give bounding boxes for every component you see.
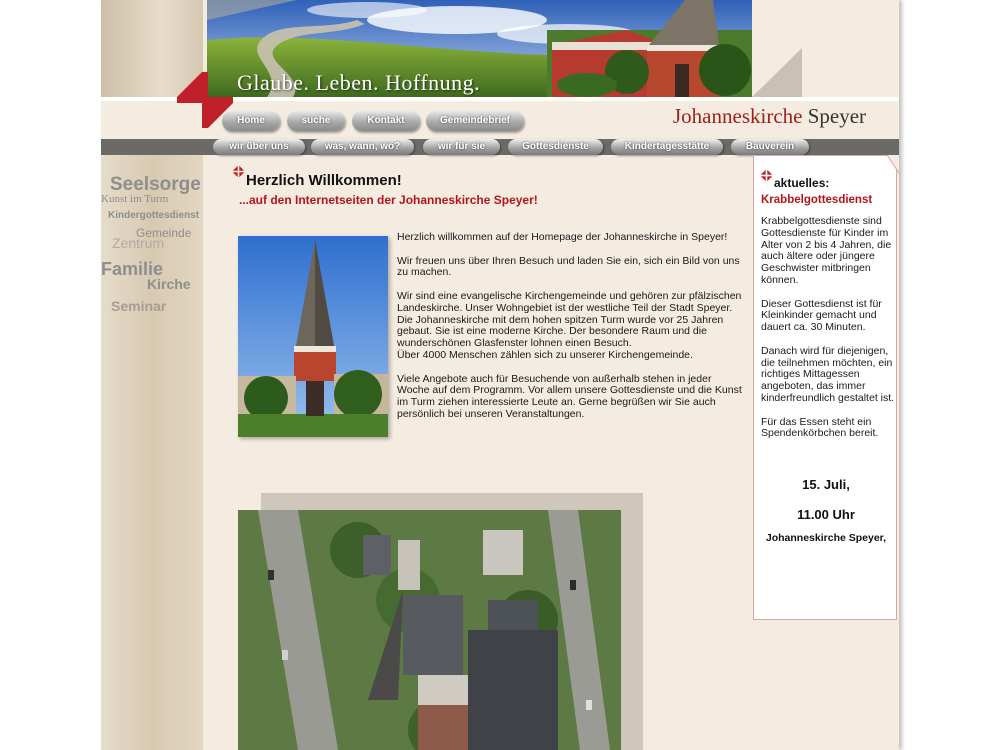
news-paragraph: Für das Essen steht ein Spendenkörbchen bereit. <box>761 415 879 440</box>
side-menu-familie[interactable]: Familie <box>101 259 164 279</box>
news-text <box>761 216 897 452</box>
header-banner-image <box>207 0 752 97</box>
news-box <box>753 155 897 620</box>
red-cross-bullet-icon <box>760 169 773 182</box>
nav-building-association-button[interactable]: Bauverein <box>731 139 809 155</box>
intro-paragraph: Wir freuen uns über Ihren Besuch und laden Sie ein, sich ein Bild von uns zu machen. <box>397 254 740 279</box>
nav-daycare-button[interactable]: Kindertagesstätte <box>611 139 723 155</box>
intro-paragraph: Herzlich willkommen auf der Homepage der Johanneskirche in Speyer! <box>397 231 728 243</box>
nav-events-button[interactable]: was, wann, wo? <box>311 139 414 155</box>
left-side-menu <box>101 155 203 750</box>
intro-paragraph: Über 4000 Menschen zählen sich zu unserer Kirchengemeinde. <box>397 348 693 361</box>
nav-newsletter-button[interactable]: Gemeindebrief <box>426 111 524 131</box>
nav-about-us-button[interactable]: wir über uns <box>213 139 305 155</box>
nav-search-button[interactable]: suche <box>287 111 345 131</box>
intro-paragraph: Wir sind eine evangelische Kirchengemeinde und gehören zur pfälzischen Landeskirche. Unser Wohngebiet ist der westliche Teil der Stadt Speyer. <box>397 289 742 314</box>
side-menu-kindergottesdienst[interactable]: Kindergottesdienst <box>108 210 200 221</box>
site-name-part2: Speyer <box>802 104 867 128</box>
welcome-subtitle: ...auf den Internetseiten der Johanneskirche Speyer! <box>239 193 538 207</box>
nav-contact-button[interactable]: Kontakt <box>352 111 420 131</box>
nav-home-button[interactable]: Home <box>222 111 280 131</box>
site-name <box>673 104 866 129</box>
news-subtitle: Krabbelgottesdienst <box>761 194 873 206</box>
site-name-part1: Johanneskirche <box>673 104 803 128</box>
nav-services-button[interactable]: wir für sie <box>423 139 500 155</box>
red-cross-bullet-icon <box>232 165 245 178</box>
intro-text <box>397 232 743 433</box>
side-menu-kirche[interactable]: Kirche <box>147 276 191 292</box>
nav-worship-button[interactable]: Gottesdienste <box>508 139 603 155</box>
side-menu-gemeinde[interactable]: Gemeinde <box>136 226 192 240</box>
side-menu-zentrum[interactable]: Zentrum <box>112 235 165 251</box>
intro-paragraph: Viele Angebote auch für Besuchende von außerhalb stehen in jeder Woche auf dem Programm. Vor allem unsere Gottesdienste und die Kunst im Turm ziehen interessierte Leute an. Gerne begrüßen wir Sie auch persönlich bei unseren Veranstaltungen. <box>397 372 742 420</box>
news-paragraph: Dieser Gottesdienst ist für Kleinkinder gemacht und dauert ca. 30 Minuten. <box>761 297 882 334</box>
news-paragraph: Danach wird für diejenigen, die teilnehmen möchten, ein richtiges Mittagessen angeboten, das immer kinderfreundlich gestaltet ist. <box>761 344 895 404</box>
aerial-church-photo <box>238 510 621 750</box>
news-paragraph: Krabbelgottesdienste sind Gottesdienste für Kinder im Alter von 2 bis 4 Jahren, die auch ältere oder jüngere Geschwister mitbringen können. <box>761 215 892 286</box>
banner-slogan: Glaube. Leben. Hoffnung. <box>237 70 481 95</box>
church-tower-photo <box>238 236 388 437</box>
news-box-corner-decor <box>887 155 899 173</box>
header-wedge-decor <box>752 48 802 97</box>
side-menu-seelsorge[interactable]: Seelsorge <box>110 174 201 195</box>
news-place: Johanneskirche Speyer, <box>765 532 887 544</box>
side-menu-seminar[interactable]: Seminar <box>111 298 167 314</box>
news-date: 15. Juli, <box>802 477 850 492</box>
side-menu-kunst-im-turm[interactable]: Kunst im Turm <box>101 193 169 205</box>
page <box>101 0 899 750</box>
news-title: aktuelles: <box>774 176 830 190</box>
welcome-title: Herzlich Willkommen! <box>246 172 402 189</box>
intro-paragraph: Die Johanneskirche mit dem hohen spitzen Turm wurde vor 25 Jahren gebaut. Sie ist eine moderne Kirche. Der besondere Raum und die wunderschönen Glasfenster lohnen einen Besuch. <box>397 313 724 350</box>
news-time: 11.00 Uhr <box>797 507 855 522</box>
